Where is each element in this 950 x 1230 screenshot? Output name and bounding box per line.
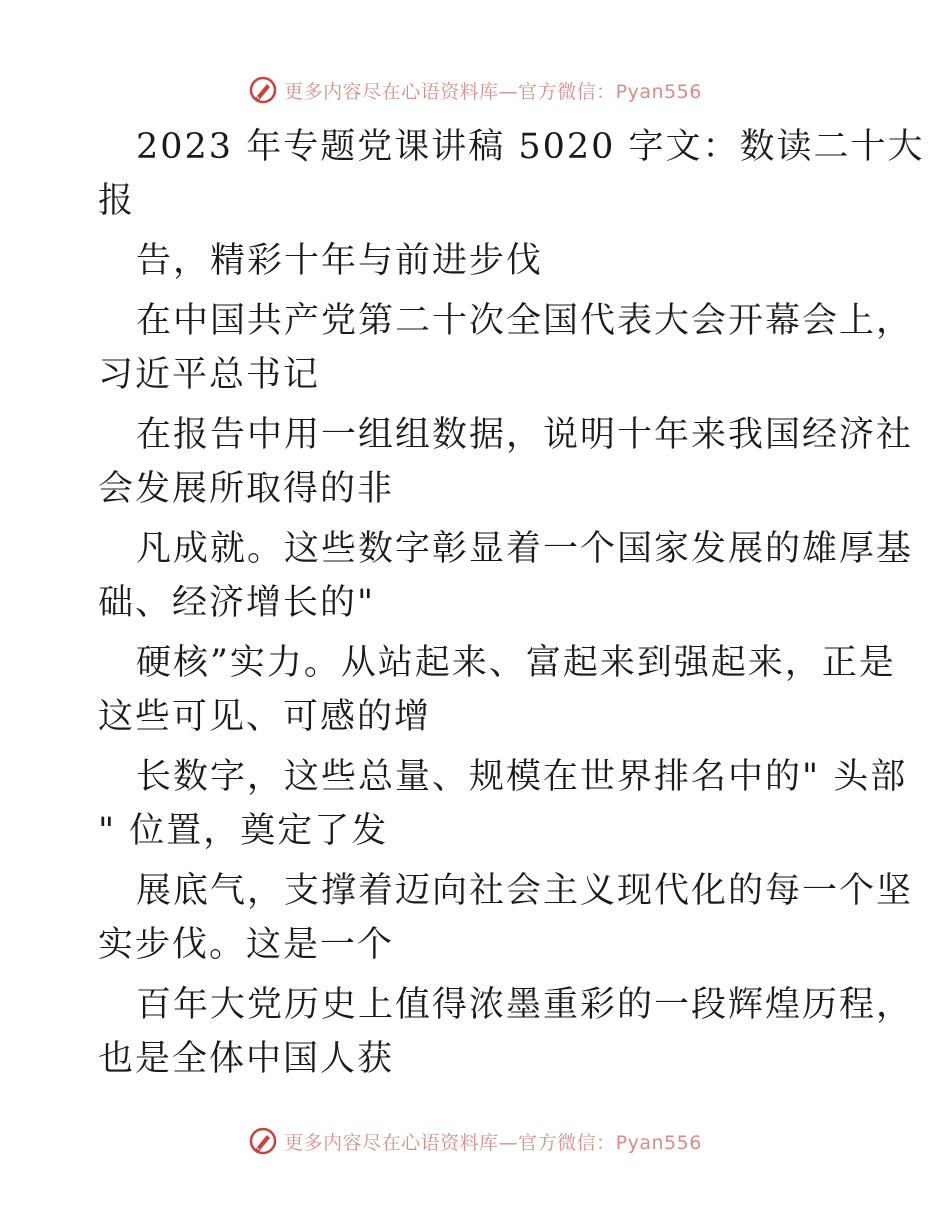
paragraph-line: 凡成就。这些数字彰显着一个国家发展的雄厚基: [136, 529, 914, 569]
title-line-1: 2023 年专题党课讲稿 5020 字文：数读二十大: [136, 127, 925, 167]
paragraph-line: 在中国共产党第二十次全国代表大会开幕会上，: [136, 301, 914, 341]
footer-watermark: [0, 1121, 950, 1161]
paragraph-line: " 位置，奠定了发: [98, 811, 389, 851]
title-line-3: 告，精彩十年与前进步伐: [136, 241, 544, 281]
watermark-text: 更多内容尽在心语资料库—官方微信：Pyan556: [284, 80, 702, 103]
document-body: [98, 120, 925, 1086]
paragraph-line: 习近平总书记: [98, 355, 321, 395]
pen-circle-logo-icon: [248, 75, 278, 105]
paragraph-line: 长数字，这些总量、规模在世界排名中的" 头部: [136, 757, 908, 797]
paragraph-line: 展底气，支撑着迈向社会主义现代化的每一个坚: [136, 871, 914, 911]
paragraph-line: 实步伐。这是一个: [98, 925, 395, 965]
paragraph-line: 这些可见、可感的增: [98, 697, 432, 737]
title-line-2: 报: [98, 181, 136, 221]
paragraph-line: 硬核”实力。从站起来、富起来到强起来，正是: [136, 643, 896, 683]
paragraph-line: 也是全体中国人获: [98, 1039, 395, 1079]
pen-circle-logo-icon: [248, 1126, 278, 1156]
paragraph-line: 础、经济增长的": [98, 583, 376, 623]
paragraph-line: 百年大党历史上值得浓墨重彩的一段辉煌历程，: [136, 985, 914, 1025]
paragraph-line: 会发展所取得的非: [98, 469, 395, 509]
header-watermark: [0, 70, 950, 110]
watermark-text: 更多内容尽在心语资料库—官方微信：Pyan556: [284, 1131, 702, 1154]
paragraph-line: 在报告中用一组组数据，说明十年来我国经济社: [136, 415, 914, 455]
